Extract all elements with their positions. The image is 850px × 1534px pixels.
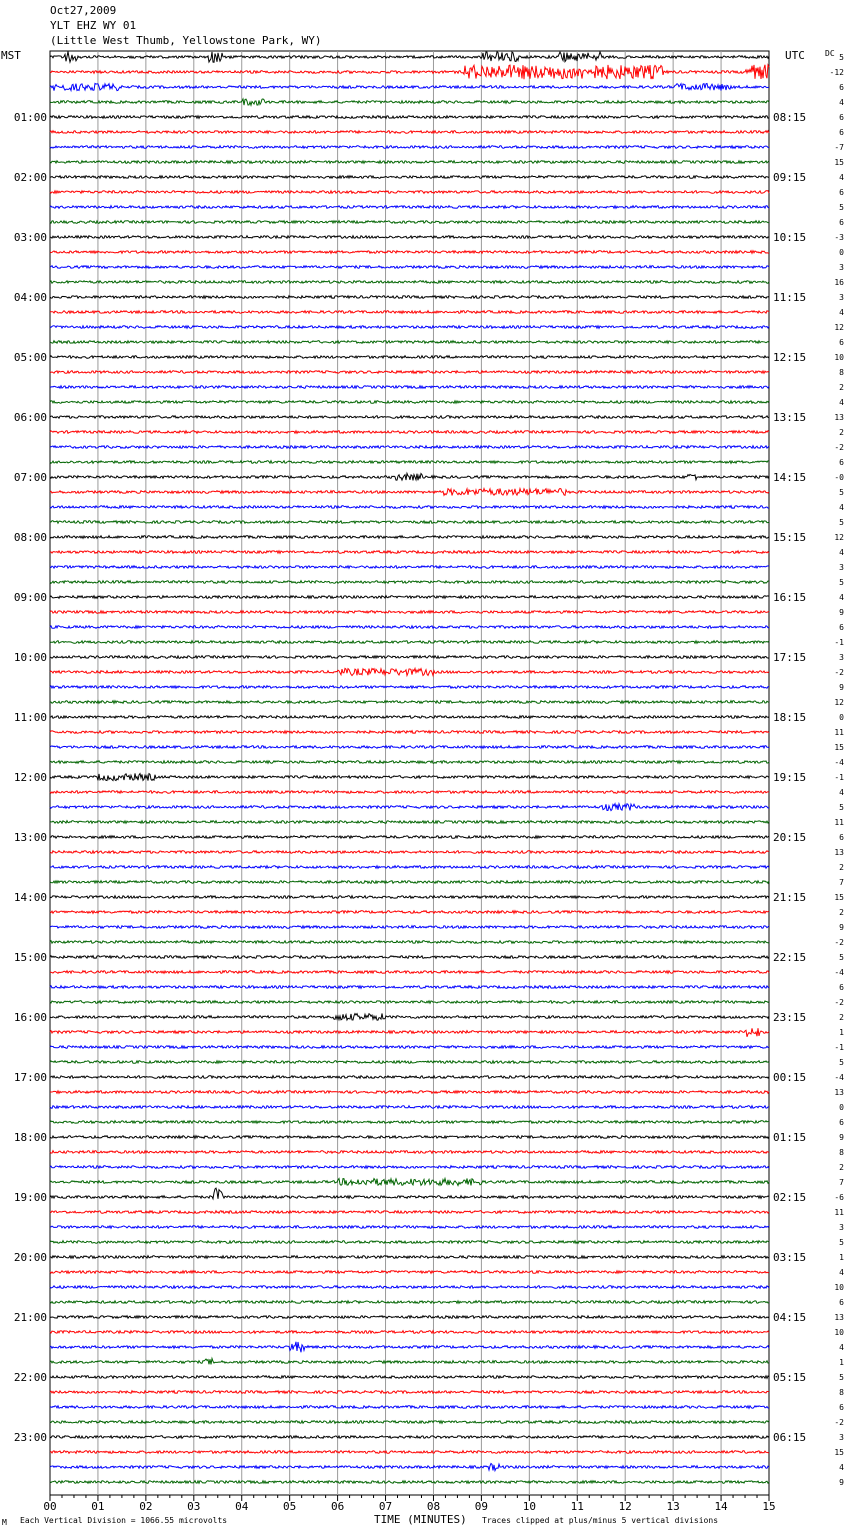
dc-offset-value: 4 (839, 398, 844, 407)
dc-offset-value: 6 (839, 218, 844, 227)
trace-line (50, 956, 769, 959)
dc-offset-value: 11 (834, 818, 844, 827)
dc-offset-value: -1 (834, 773, 844, 782)
trace-line (50, 416, 769, 419)
trace-line (50, 701, 769, 704)
utc-hour-label: 15:15 (773, 531, 807, 544)
dc-offset-value: 5 (839, 1238, 844, 1247)
trace-line (50, 926, 769, 929)
trace-line (50, 551, 769, 554)
plot-date: Oct27,2009 (50, 4, 117, 17)
dc-offset-value: 5 (839, 53, 844, 62)
dc-offset-value: -7 (834, 143, 844, 152)
plot-frame (50, 51, 769, 1495)
trace-line (50, 1179, 769, 1186)
mst-hour-label: 22:00 (13, 1371, 47, 1384)
trace-line (50, 266, 769, 269)
mst-hour-label: 02:00 (13, 171, 47, 184)
trace-line (50, 1342, 769, 1353)
dc-offset-value: 2 (839, 1013, 844, 1022)
utc-hour-label: 14:15 (773, 471, 807, 484)
utc-hour-label: 04:15 (773, 1311, 807, 1324)
dc-offset-value: 1 (839, 1028, 844, 1037)
x-tick-label: 10 (522, 1500, 536, 1513)
dc-offset-value: 10 (834, 1328, 844, 1337)
dc-offset-value: 4 (839, 98, 844, 107)
trace-line (50, 761, 769, 764)
dc-offset-header: DC (825, 49, 835, 58)
dc-offset-value: 6 (839, 128, 844, 137)
trace-line (50, 668, 769, 675)
dc-offset-value: 13 (834, 848, 844, 857)
dc-offset-value: 4 (839, 548, 844, 557)
dc-offset-value: 12 (834, 533, 844, 542)
trace-line (50, 626, 769, 629)
dc-offset-value: 9 (839, 683, 844, 692)
dc-offset-value: 5 (839, 1373, 844, 1382)
utc-hour-label: 09:15 (773, 171, 807, 184)
dc-offset-value: -2 (834, 1418, 844, 1427)
dc-offset-value: -2 (834, 938, 844, 947)
trace-line (50, 716, 769, 719)
mst-hour-label: 15:00 (13, 951, 47, 964)
mst-hour-label: 19:00 (13, 1191, 47, 1204)
trace-line (50, 341, 769, 344)
trace-line (50, 131, 769, 134)
dc-offset-value: 15 (834, 893, 844, 902)
dc-offset-value: 4 (839, 1268, 844, 1277)
dc-offset-value: 8 (839, 1388, 844, 1397)
trace-line (50, 566, 769, 569)
dc-offset-value: 9 (839, 1478, 844, 1487)
trace-line (50, 1391, 769, 1394)
dc-offset-value: 9 (839, 1133, 844, 1142)
dc-offset-value: 5 (839, 578, 844, 587)
utc-hour-label: 01:15 (773, 1131, 807, 1144)
trace-line (50, 52, 769, 63)
mst-hour-label: 09:00 (13, 591, 47, 604)
utc-hour-label: 11:15 (773, 291, 807, 304)
trace-line (50, 1166, 769, 1169)
dc-offset-value: 5 (839, 488, 844, 497)
utc-hour-label: 18:15 (773, 711, 807, 724)
trace-line (50, 1121, 769, 1124)
trace-line (50, 431, 769, 434)
trace-line (50, 386, 769, 389)
dc-offset-value: 16 (834, 278, 844, 287)
trace-line (50, 1376, 769, 1379)
x-tick-label: 08 (426, 1500, 441, 1513)
trace-line (50, 1301, 769, 1304)
mst-hour-label: 07:00 (13, 471, 47, 484)
x-tick-label: 11 (570, 1500, 584, 1513)
mst-hour-label: 20:00 (13, 1251, 47, 1264)
trace-line (50, 1091, 769, 1094)
utc-hour-label: 05:15 (773, 1371, 807, 1384)
utc-hour-label: 00:15 (773, 1071, 807, 1084)
trace-line (50, 521, 769, 524)
trace-line (50, 851, 769, 854)
x-tick-label: 04 (235, 1500, 249, 1513)
trace-line (50, 686, 769, 689)
dc-offset-value: 6 (839, 1298, 844, 1307)
trace-line (50, 581, 769, 584)
dc-offset-value: 6 (839, 1403, 844, 1412)
utc-hour-label: 21:15 (773, 891, 807, 904)
dc-offset-value: 4 (839, 503, 844, 512)
trace-line (50, 536, 769, 539)
dc-offset-value: 4 (839, 308, 844, 317)
dc-offset-value: 15 (834, 1448, 844, 1457)
mst-hour-label: 16:00 (13, 1011, 47, 1024)
trace-line (50, 356, 769, 359)
dc-offset-value: 9 (839, 608, 844, 617)
dc-offset-value: 7 (839, 1178, 844, 1187)
dc-offset-value: -1 (834, 638, 844, 647)
trace-line (50, 971, 769, 974)
trace-line (50, 251, 769, 254)
trace-line (50, 1226, 769, 1229)
mst-hour-label: 01:00 (13, 111, 47, 124)
x-tick-label: 09 (474, 1500, 489, 1513)
dc-offset-value: 9 (839, 923, 844, 932)
trace-line (50, 1188, 769, 1199)
trace-line (50, 401, 769, 404)
dc-offset-value: -3 (834, 233, 844, 242)
utc-hour-label: 20:15 (773, 831, 807, 844)
trace-line (50, 489, 769, 496)
trace-line (50, 866, 769, 869)
trace-line (50, 1001, 769, 1004)
dc-offset-value: 6 (839, 458, 844, 467)
trace-line (50, 941, 769, 944)
dc-offset-value: 2 (839, 908, 844, 917)
mst-hour-label: 12:00 (13, 771, 47, 784)
utc-hour-label: 03:15 (773, 1251, 807, 1264)
trace-line (50, 1136, 769, 1139)
trace-line (50, 596, 769, 599)
x-tick-label: 06 (330, 1500, 345, 1513)
dc-offset-value: 3 (839, 263, 844, 272)
trace-line (50, 1421, 769, 1424)
trace-line (50, 326, 769, 329)
x-tick-label: 05 (283, 1500, 297, 1513)
trace-line (50, 99, 769, 105)
x-tick-label: 03 (187, 1500, 201, 1513)
mst-hour-label: 06:00 (13, 411, 47, 424)
trace-line (50, 911, 769, 914)
x-tick-label: 12 (618, 1500, 632, 1513)
trace-line (50, 1256, 769, 1259)
dc-offset-value: 2 (839, 428, 844, 437)
dc-offset-value: 4 (839, 1343, 844, 1352)
dc-offset-value: 4 (839, 1463, 844, 1472)
mst-hour-label: 08:00 (13, 531, 47, 544)
dc-offset-value: -2 (834, 668, 844, 677)
trace-line (50, 176, 769, 179)
dc-offset-value: 6 (839, 983, 844, 992)
mst-hour-label: 10:00 (13, 651, 47, 664)
dc-offset-value: 4 (839, 173, 844, 182)
dc-offset-value: 6 (839, 188, 844, 197)
mst-hour-label: 04:00 (13, 291, 47, 304)
trace-line (50, 1211, 769, 1214)
right-timezone-label: UTC (785, 49, 805, 62)
dc-offset-value: 2 (839, 383, 844, 392)
trace-line (50, 461, 769, 464)
utc-hour-label: 08:15 (773, 111, 807, 124)
trace-line (50, 281, 769, 284)
dc-offset-value: 0 (839, 248, 844, 257)
station-id: YLT EHZ WY 01 (50, 19, 137, 32)
dc-offset-value: 1 (839, 1253, 844, 1262)
scale-note: Each Vertical Division = 1066.55 microvolts (20, 1516, 228, 1525)
trace-line (50, 371, 769, 374)
dc-offset-value: 5 (839, 953, 844, 962)
utc-hour-label: 23:15 (773, 1011, 807, 1024)
trace-line (50, 236, 769, 239)
dc-offset-value: 11 (834, 1208, 844, 1217)
trace-line (50, 641, 769, 644)
trace-line (50, 773, 769, 780)
mst-hour-label: 21:00 (13, 1311, 47, 1324)
trace-line (50, 506, 769, 509)
trace-line (50, 1451, 769, 1454)
trace-line (50, 1046, 769, 1049)
dc-offset-value: -4 (834, 1073, 844, 1082)
trace-line (50, 446, 769, 449)
dc-offset-value: -4 (834, 758, 844, 767)
trace-line (50, 1151, 769, 1154)
utc-hour-label: 02:15 (773, 1191, 807, 1204)
dc-offset-value: -0 (834, 473, 844, 482)
trace-line (50, 296, 769, 299)
clip-note: Traces clipped at plus/minus 5 vertical divisions (482, 1516, 719, 1525)
dc-offset-value: 7 (839, 878, 844, 887)
trace-line (50, 1464, 769, 1471)
dc-offset-value: 3 (839, 653, 844, 662)
dc-offset-value: 8 (839, 1148, 844, 1157)
station-location: (Little West Thumb, Yellowstone Park, WY) (50, 34, 322, 47)
dc-offset-value: 8 (839, 368, 844, 377)
trace-line (50, 836, 769, 839)
dc-offset-value: 5 (839, 518, 844, 527)
dc-offset-value: 0 (839, 713, 844, 722)
dc-offset-value: 13 (834, 413, 844, 422)
utc-hour-label: 13:15 (773, 411, 807, 424)
dc-offset-value: 12 (834, 698, 844, 707)
dc-offset-value: 11 (834, 728, 844, 737)
trace-line (50, 986, 769, 989)
dc-offset-value: 6 (839, 113, 844, 122)
trace-line (50, 656, 769, 659)
x-tick-label: 07 (378, 1500, 393, 1513)
dc-offset-value: 6 (839, 338, 844, 347)
dc-offset-value: 3 (839, 1433, 844, 1442)
dc-offset-value: 0 (839, 1103, 844, 1112)
trace-line (50, 896, 769, 899)
dc-offset-value: 2 (839, 1163, 844, 1172)
trace-line (50, 1028, 769, 1037)
mst-hour-label: 23:00 (13, 1431, 47, 1444)
trace-line (50, 791, 769, 794)
trace-line (50, 746, 769, 749)
trace-line (50, 221, 769, 224)
dc-offset-value: 3 (839, 563, 844, 572)
trace-line (50, 84, 769, 91)
utc-hour-label: 12:15 (773, 351, 807, 364)
mst-hour-label: 14:00 (13, 891, 47, 904)
dc-offset-value: 6 (839, 1118, 844, 1127)
dc-offset-value: 6 (839, 623, 844, 632)
x-tick-label: 01 (91, 1500, 105, 1513)
dc-offset-value: 4 (839, 593, 844, 602)
trace-line (50, 1436, 769, 1439)
trace-line (50, 311, 769, 314)
trace-line (50, 731, 769, 734)
utc-hour-label: 10:15 (773, 231, 807, 244)
trace-line (50, 1076, 769, 1079)
dc-offset-value: -12 (829, 68, 844, 77)
dc-offset-value: -6 (834, 1193, 844, 1202)
x-tick-label: 15 (762, 1500, 776, 1513)
x-tick-label: 14 (714, 1500, 728, 1513)
dc-offset-value: -4 (834, 968, 844, 977)
dc-offset-value: 10 (834, 353, 844, 362)
dc-offset-value: 10 (834, 1283, 844, 1292)
x-tick-label: 13 (666, 1500, 680, 1513)
trace-line (50, 116, 769, 119)
trace-line (50, 1286, 769, 1289)
trace-line (50, 1061, 769, 1064)
dc-offset-value: 5 (839, 203, 844, 212)
trace-line (50, 821, 769, 824)
trace-line (50, 146, 769, 149)
trace-line (50, 161, 769, 164)
trace-line (50, 1271, 769, 1274)
dc-offset-value: 13 (834, 1313, 844, 1322)
x-tick-label: 00 (43, 1500, 57, 1513)
utc-hour-label: 19:15 (773, 771, 807, 784)
trace-line (50, 65, 769, 79)
utc-hour-label: 06:15 (773, 1431, 807, 1444)
dc-offset-value: 3 (839, 1223, 844, 1232)
utc-hour-label: 17:15 (773, 651, 807, 664)
mst-hour-label: 03:00 (13, 231, 47, 244)
trace-line (50, 473, 769, 480)
dc-offset-value: 2 (839, 863, 844, 872)
left-timezone-label: MST (1, 49, 21, 62)
trace-line (50, 1316, 769, 1319)
trace-line (50, 1241, 769, 1244)
mst-hour-label: 13:00 (13, 831, 47, 844)
trace-line (50, 1481, 769, 1484)
mst-hour-label: 18:00 (13, 1131, 47, 1144)
dc-offset-value: 12 (834, 323, 844, 332)
x-tick-label: 02 (139, 1500, 153, 1513)
trace-line (50, 206, 769, 209)
trace-line (50, 1106, 769, 1109)
dc-offset-value: 13 (834, 1088, 844, 1097)
footer-mark: M (2, 1518, 7, 1527)
mst-hour-label: 17:00 (13, 1071, 47, 1084)
dc-offset-value: -1 (834, 1043, 844, 1052)
dc-offset-value: -2 (834, 998, 844, 1007)
utc-hour-label: 22:15 (773, 951, 807, 964)
dc-offset-value: 4 (839, 788, 844, 797)
dc-offset-value: 15 (834, 743, 844, 752)
trace-line (50, 881, 769, 884)
trace-line (50, 1406, 769, 1409)
dc-offset-value: 6 (839, 833, 844, 842)
dc-offset-value: 1 (839, 1358, 844, 1367)
dc-offset-value: 15 (834, 158, 844, 167)
trace-line (50, 1014, 769, 1021)
dc-offset-value: -2 (834, 443, 844, 452)
mst-hour-label: 11:00 (13, 711, 47, 724)
mst-hour-label: 05:00 (13, 351, 47, 364)
dc-offset-value: 6 (839, 83, 844, 92)
trace-line (50, 611, 769, 614)
dc-offset-value: 5 (839, 1058, 844, 1067)
x-axis-title: TIME (MINUTES) (374, 1513, 467, 1526)
utc-hour-label: 16:15 (773, 591, 807, 604)
trace-line (50, 1331, 769, 1334)
dc-offset-value: 3 (839, 293, 844, 302)
dc-offset-value: 5 (839, 803, 844, 812)
trace-line (50, 191, 769, 194)
trace-line (50, 1359, 769, 1365)
trace-line (50, 804, 769, 811)
